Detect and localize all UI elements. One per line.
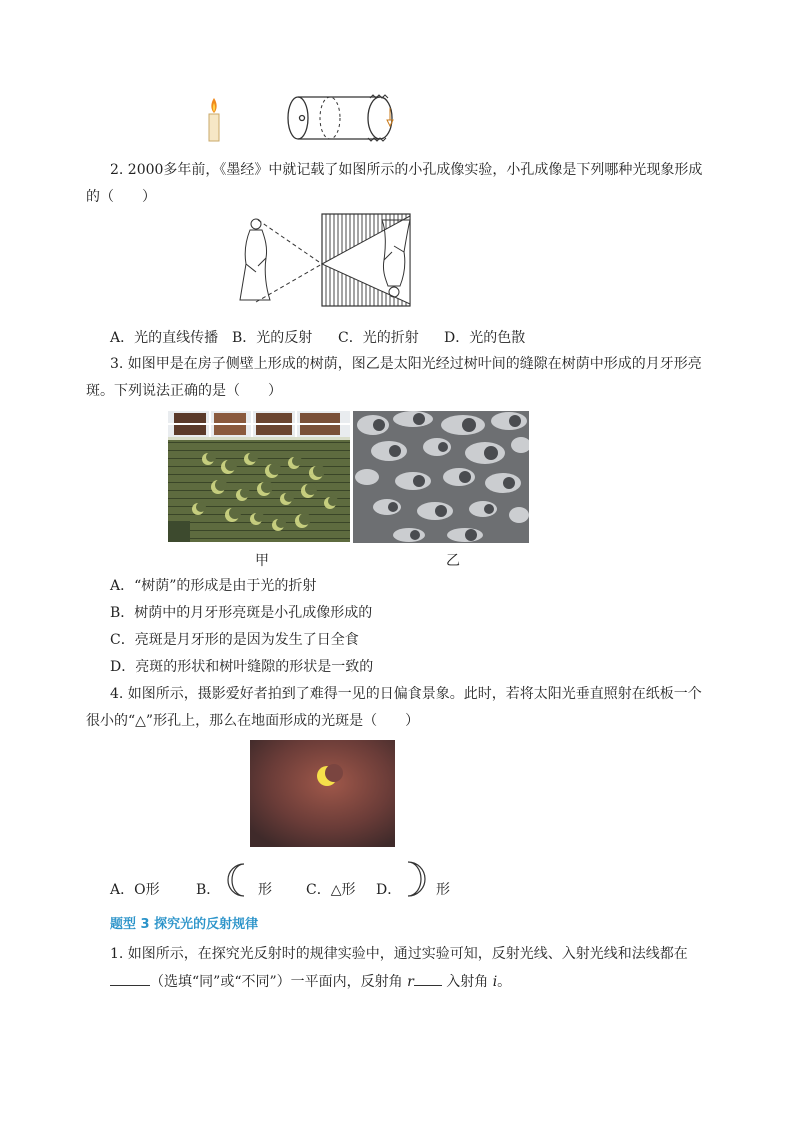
s3q1-stem-line2 <box>110 971 511 992</box>
fill-blank-2[interactable] <box>414 971 442 986</box>
q4-option-b-label[interactable]: B． <box>196 882 221 898</box>
q4-option-b-suffix: 形 <box>258 882 272 898</box>
s3q1-line2-part1: （选填“同”或“不同”）一平面内，反射角 <box>150 974 408 990</box>
q3-option-d[interactable]: D．亮斑的形状和树叶缝隙的形状是一致的 <box>110 659 374 675</box>
q4-option-d-label[interactable]: D． <box>376 882 402 898</box>
caption-jia: 甲 <box>255 553 269 569</box>
var-r: r <box>407 974 414 990</box>
q3-stem-line1: 3. 如图甲是在房子侧壁上形成的树荫，图乙是太阳光经过树叶间的缝隙在树荫中形成的月牙形亮 <box>110 356 702 372</box>
q2-option-a[interactable]: A．光的直线传播 <box>110 330 219 346</box>
pinhole-camera-icon <box>288 95 393 141</box>
photo-jia-house-wall <box>168 411 350 542</box>
partial-eclipse-photo <box>250 740 395 847</box>
crescent-left-icon[interactable] <box>220 862 252 898</box>
photo-yi-ground-spots <box>353 411 529 543</box>
q2-stem-line2: 的（ ） <box>86 189 156 205</box>
q4-option-d-suffix: 形 <box>436 882 450 898</box>
q4-stem-line1: 4. 如图所示，摄影爱好者拍到了难得一见的日偏食景象。此时，若将太阳光垂直照射在纸板一个 <box>110 686 702 702</box>
q3-stem-line2: 斑。下列说法正确的是（ ） <box>86 383 282 399</box>
s3q1-stem-line1: 1. 如图所示，在探究光反射时的规律实验中，通过实验可知，反射光线、入射光线和法线都在 <box>110 946 688 962</box>
q4-stem-line2: 很小的“△”形孔上，那么在地面形成的光斑是（ ） <box>86 713 420 729</box>
person-figure-icon <box>240 219 270 300</box>
s3q1-line2-part2: 入射角 <box>441 974 493 990</box>
q3-option-a[interactable]: A．“树荫”的形成是由于光的折射 <box>110 578 317 594</box>
section-title: 题型 3 探究光的反射规律 <box>110 917 259 932</box>
candle-icon <box>209 98 219 141</box>
q2-stem-line1: 2. 2000多年前，《墨经》中就记载了如图所示的小孔成像实验，小孔成像是下列哪种光现象形成 <box>110 162 703 178</box>
s3q1-line2-end: 。 <box>497 974 512 990</box>
q4-option-a[interactable]: A．O形 <box>110 882 160 898</box>
var-i: i <box>492 974 498 990</box>
q3-option-c[interactable]: C．亮斑是月牙形的是因为发生了日全食 <box>110 632 359 648</box>
q2-option-c[interactable]: C．光的折射 <box>338 330 419 346</box>
pinhole-imaging-figure <box>236 212 412 308</box>
crescent-right-icon[interactable] <box>398 860 432 898</box>
q2-option-b[interactable]: B．光的反射 <box>232 330 313 346</box>
caption-yi: 乙 <box>446 553 460 569</box>
candle-pinhole-figure <box>200 92 415 144</box>
q2-option-d[interactable]: D．光的色散 <box>444 330 526 346</box>
fill-blank-1[interactable] <box>110 971 150 986</box>
q3-option-b[interactable]: B．树荫中的月牙形亮斑是小孔成像形成的 <box>110 605 373 621</box>
q4-option-c[interactable]: C．△形 <box>306 882 356 898</box>
